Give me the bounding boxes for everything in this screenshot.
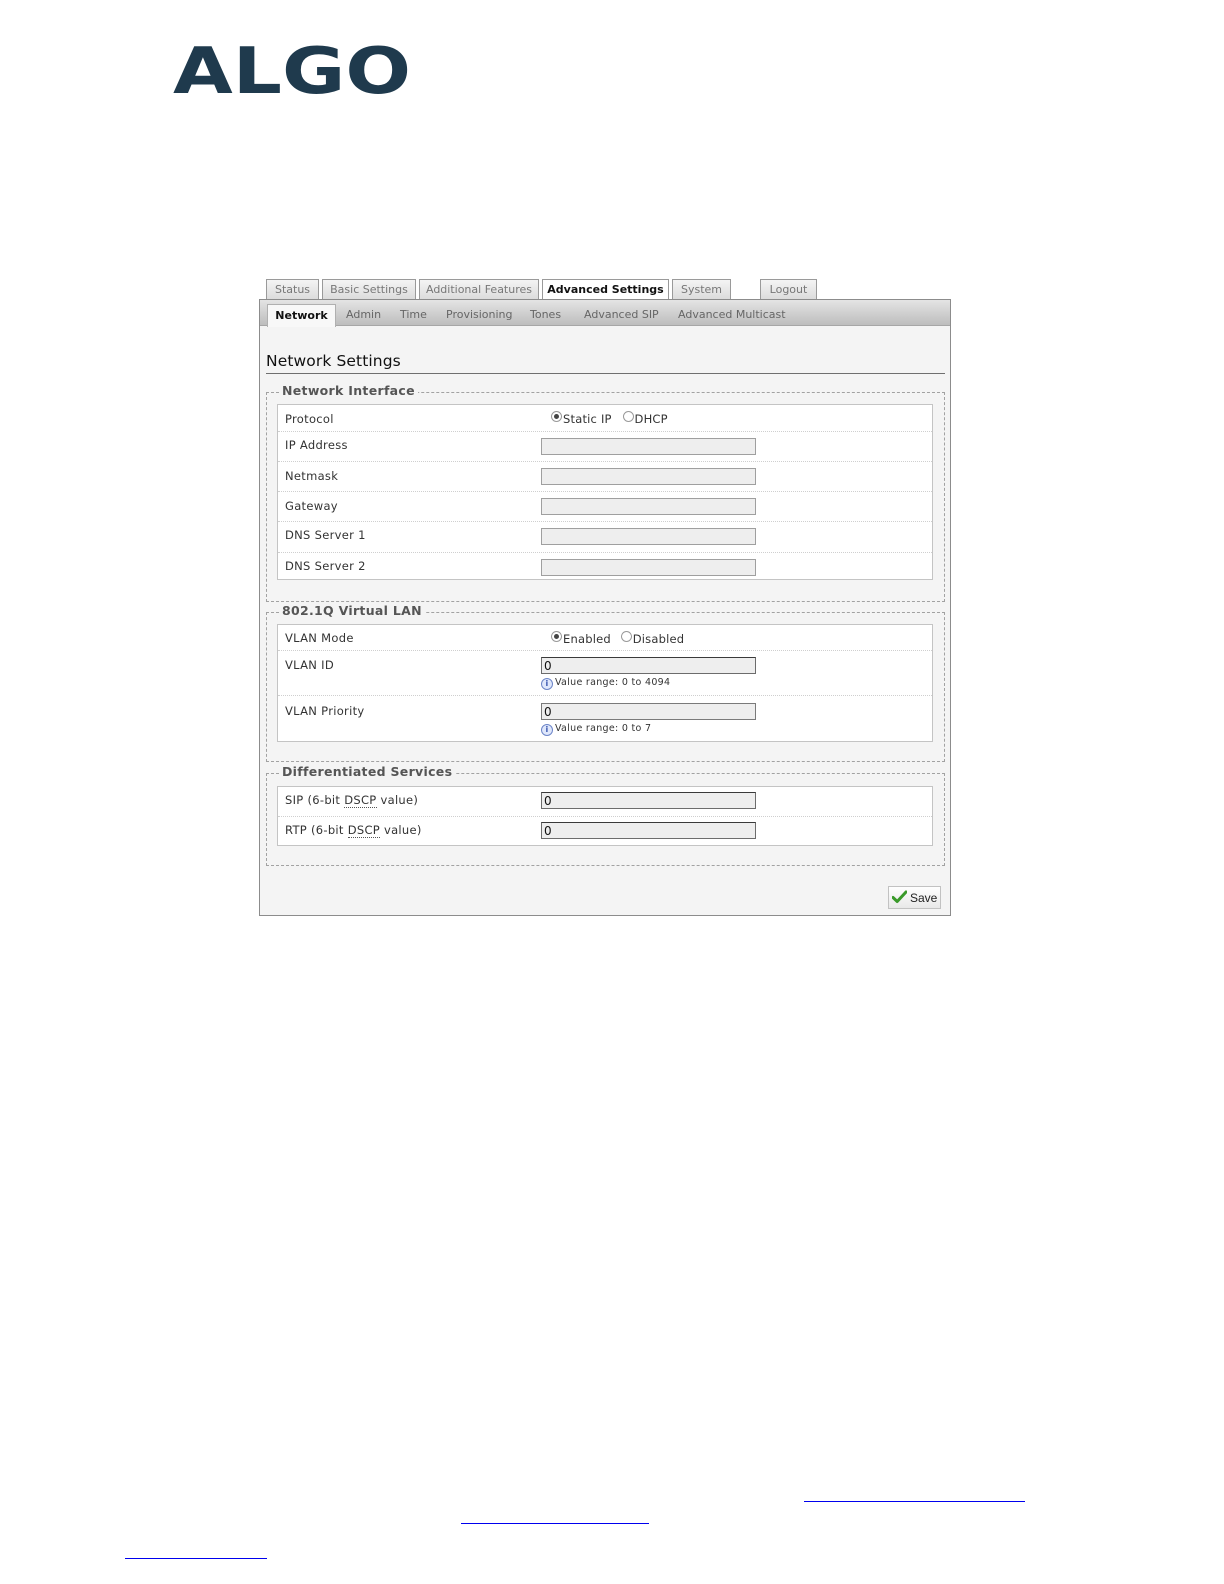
vlan-id-hint [541,677,670,690]
tab-system[interactable]: System [672,279,731,299]
tab-basic-settings[interactable]: Basic Settings [322,279,416,299]
vlan-id-field[interactable] [541,657,756,674]
gateway-field[interactable] [541,498,756,515]
netmask-row [278,462,932,492]
tab-advanced-settings[interactable]: Advanced Settings [542,279,669,301]
protocol-row [278,405,932,432]
vlan-priority-field[interactable] [541,703,756,720]
vlan-enabled-option[interactable] [551,632,611,646]
vlan-disabled-radio[interactable] [621,631,632,642]
diffserv-table [277,786,933,846]
vlan-mode-label: VLAN Mode [285,631,354,645]
subtab-network[interactable]: Network [267,304,336,327]
gateway-row [278,492,932,522]
dns2-row [278,553,932,581]
vlan-priority-row [278,696,932,741]
svg-text:ALGO: ALGO [173,40,411,100]
ip-address-row [278,432,932,462]
dhcp-radio[interactable] [623,411,634,422]
sip-dscp-field[interactable] [541,792,756,809]
vlan-priority-hint-text: Value range: 0 to 7 [555,723,652,734]
footer-link-underline[interactable] [804,1501,1025,1502]
tab-logout[interactable]: Logout [760,279,817,299]
protocol-radio-group [551,411,668,426]
netmask-label: Netmask [285,469,339,483]
vlan-id-hint-text: Value range: 0 to 4094 [555,677,671,688]
netmask-field[interactable] [541,468,756,485]
gateway-label: Gateway [285,499,338,513]
rtp-dscp-field[interactable] [541,822,756,839]
vlan-mode-radio-group [551,631,684,646]
vlan-disabled-option[interactable] [621,632,685,646]
info-icon: i [541,724,553,736]
footer-link-underline[interactable] [461,1523,649,1524]
vlan-priority-label: VLAN Priority [285,704,365,718]
static-ip-label: Static IP [563,412,612,426]
vlan-priority-hint [541,723,651,736]
subtab-tones[interactable]: Tones [530,308,562,321]
dns2-label: DNS Server 2 [285,559,366,573]
rtp-dscp-row [278,817,932,845]
ip-address-label: IP Address [285,438,348,452]
info-icon: i [541,678,553,690]
vlan-enabled-radio[interactable] [551,631,562,642]
sub-tab-bar [260,300,950,326]
dns1-row [278,522,932,553]
vlan-id-row [278,651,932,696]
save-label: Save [910,891,938,905]
save-button[interactable] [888,886,941,909]
vlan-legend: 802.1Q Virtual LAN [279,603,425,618]
tab-status[interactable]: Status [266,279,319,299]
tab-additional-features[interactable]: Additional Features [419,279,539,299]
subtab-advanced-sip[interactable]: Advanced SIP [584,308,659,321]
network-interface-legend: Network Interface [279,383,418,398]
vlan-disabled-label: Disabled [632,632,685,646]
title-divider [266,373,945,374]
rtp-dscp-label: RTP (6-bit DSCP value) [285,823,422,837]
page-title: Network Settings [266,352,401,370]
static-ip-radio[interactable] [551,411,562,422]
algo-logo [173,40,413,100]
diffserv-legend: Differentiated Services [279,764,455,779]
subtab-advanced-multicast[interactable]: Advanced Multicast [678,308,786,321]
dns2-field[interactable] [541,559,756,576]
network-interface-table [277,404,933,580]
settings-panel [259,299,951,916]
vlan-id-label: VLAN ID [285,658,335,672]
dhcp-label: DHCP [634,412,668,426]
sip-dscp-label: SIP (6-bit DSCP value) [285,793,419,807]
subtab-admin[interactable]: Admin [346,308,382,321]
vlan-enabled-label: Enabled [563,632,611,646]
vlan-group [266,603,945,762]
dns1-field[interactable] [541,528,756,545]
footer-link-underline[interactable] [125,1558,267,1559]
vlan-table [277,624,933,742]
network-interface-group [266,383,945,602]
logo-graphic [173,40,413,100]
ip-address-field[interactable] [541,438,756,455]
subtab-provisioning[interactable]: Provisioning [446,308,513,321]
dns1-label: DNS Server 1 [285,528,366,542]
sip-dscp-row [278,787,932,817]
protocol-label: Protocol [285,412,334,426]
vlan-mode-row [278,625,932,651]
diffserv-group [266,764,945,866]
subtab-time[interactable]: Time [400,308,427,321]
dhcp-option[interactable] [623,412,668,426]
static-ip-option[interactable] [551,412,612,426]
checkmark-icon [892,890,907,907]
